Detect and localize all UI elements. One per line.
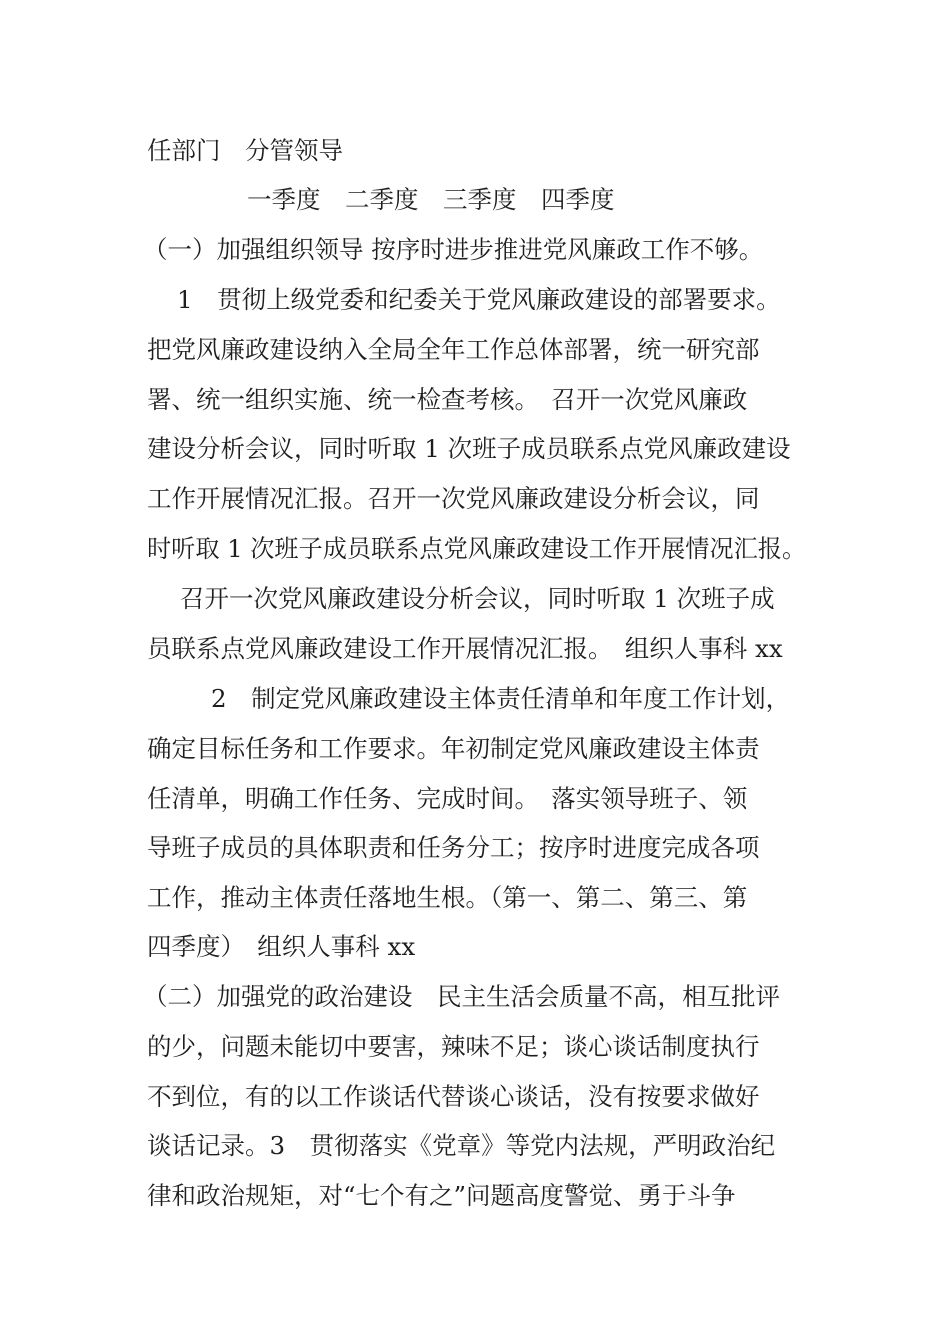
text-line: 不到位，有的以工作谈话代替谈心谈话，没有按要求做好 [147,1082,760,1111]
text-line: 时听取 1 次班子成员联系点党风廉政建设工作开展情况汇报。 [147,534,807,563]
text-line: 一季度 二季度 三季度 四季度 [247,185,615,214]
text-line: 谈话记录。3 贯彻落实《党章》等党内法规，严明政治纪 [147,1131,776,1160]
text-line: 工作开展情况汇报。召开一次党风廉政建设分析会议，同 [147,484,760,513]
text-line: 四季度） 组织人事科 xx [147,932,416,961]
text-line: 署、统一组织实施、统一检查考核。 召开一次党风廉政 [147,385,748,414]
text-line: 的少，问题未能切中要害，辣味不足；谈心谈话制度执行 [147,1032,760,1061]
text-line: 员联系点党风廉政建设工作开展情况汇报。 组织人事科 xx [147,634,783,663]
text-line: 工作，推动主体责任落地生根。（第一、第二、第三、第 [147,883,748,912]
text-line: 任部门 分管领导 [147,136,343,165]
text-line: 召开一次党风廉政建设分析会议，同时听取 1 次班子成 [180,584,775,613]
text-line: 确定目标任务和工作要求。年初制定党风廉政建设主体责 [147,734,760,763]
text-line: 2 制定党风廉政建设主体责任清单和年度工作计划， [211,684,791,713]
text-line: 导班子成员的具体职责和任务分工；按序时进度完成各项 [147,833,760,862]
text-line: 把党风廉政建设纳入全局全年工作总体部署，统一研究部 [147,335,760,364]
section-heading: （一）加强组织领导 按序时进步推进党风廉政工作不够。 [143,235,764,264]
text-line: 任清单，明确工作任务、完成时间。 落实领导班子、领 [147,784,748,813]
section-heading: （二）加强党的政治建设 民主生活会质量不高，相互批评 [143,982,780,1011]
text-line: 1 贯彻上级党委和纪委关于党风廉政建设的部署要求。 [177,285,781,314]
text-line: 建设分析会议，同时听取 1 次班子成员联系点党风廉政建设 [147,434,791,463]
text-line: 律和政治规矩，对“七个有之”问题高度警觉、勇于斗争 [147,1181,736,1210]
